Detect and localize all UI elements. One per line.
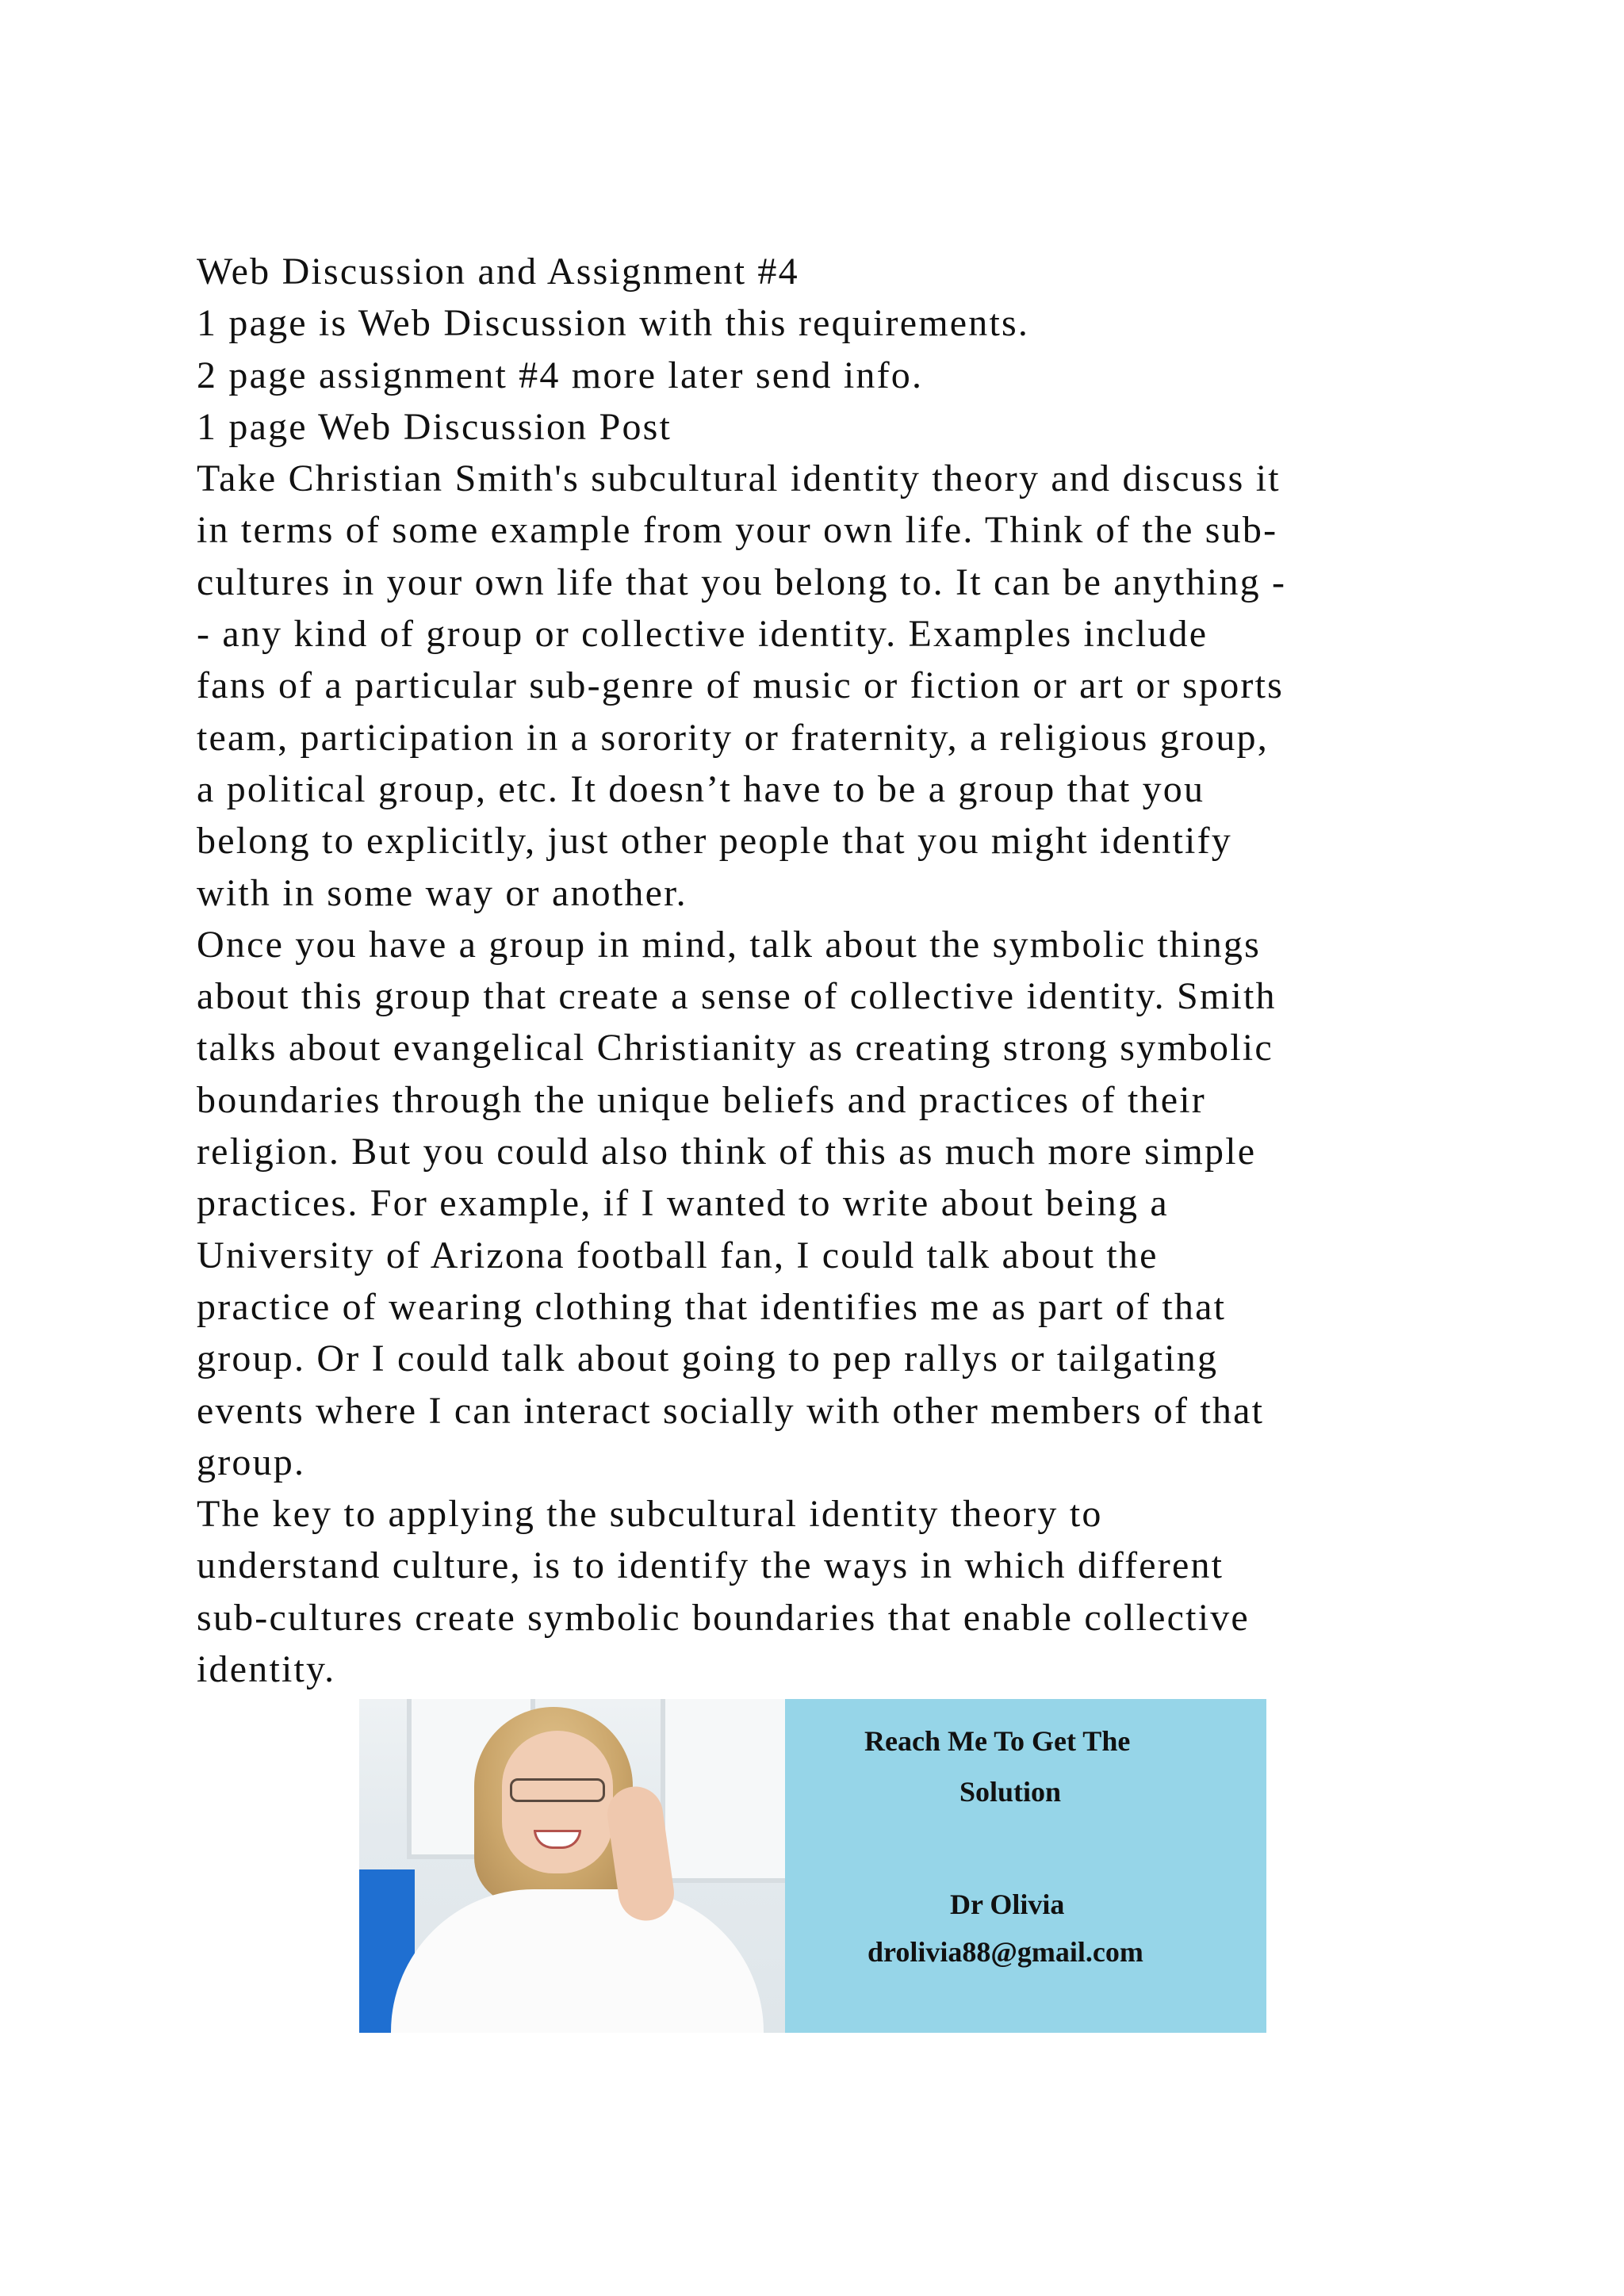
text-line: with in some way or another.	[197, 871, 688, 914]
text-line: 1 page Web Discussion Post	[197, 405, 672, 448]
text-line: fans of a particular sub-genre of music or fiction or art or sports	[197, 664, 1285, 707]
text-line: group. Or I could talk about going to pep rallys or tailgating	[197, 1337, 1219, 1380]
text-line: boundaries through the unique beliefs and practices of their	[197, 1078, 1206, 1121]
glasses-icon	[510, 1778, 605, 1802]
text-line: The key to applying the subcultural identity theory to	[197, 1493, 1103, 1536]
text-line: talks about evangelical Christianity as creating strong symbolic	[197, 1027, 1274, 1070]
text-line: Once you have a group in mind, talk about the symbolic things	[197, 923, 1261, 966]
contact-email: drolivia88@gmail.com	[868, 1936, 1143, 1968]
text-line: about this group that create a sense of collective identity. Smith	[197, 975, 1277, 1018]
woman-photo-icon	[359, 1699, 785, 2033]
face-shape	[502, 1731, 613, 1873]
contact-name: Dr Olivia	[950, 1888, 1065, 1920]
text-line: in terms of some example from your own life. Think of the sub-	[197, 509, 1278, 552]
text-line: 2 page assignment #4 more later send info.	[197, 354, 924, 396]
contact-heading-line2: Solution	[959, 1776, 1062, 1808]
text-line: University of Arizona football fan, I could talk about the	[197, 1234, 1159, 1276]
text-line: practice of wearing clothing that identifies me as part of that	[197, 1285, 1227, 1328]
text-line: Take Christian Smith's subcultural identity theory and discuss it	[197, 457, 1281, 500]
text-line: cultures in your own life that you belong to. It can be anything -	[197, 561, 1287, 603]
text-line: group.	[197, 1441, 306, 1483]
text-line: identity.	[197, 1648, 336, 1691]
text-line: sub-cultures create symbolic boundaries that enable collective	[197, 1596, 1250, 1639]
contact-heading-line1: Reach Me To Get The	[864, 1725, 1131, 1757]
text-line: team, participation in a sorority or fraternity, a religious group,	[197, 716, 1269, 759]
document-body	[197, 246, 1450, 1695]
text-line: practices. For example, if I wanted to write about being a	[197, 1182, 1169, 1225]
text-line: belong to explicitly, just other people that you might identify	[197, 820, 1232, 863]
window-decoration	[661, 1699, 785, 1883]
contact-card	[785, 1699, 1266, 2033]
promo-banner	[359, 1699, 1266, 2033]
text-line: 1 page is Web Discussion with this requirements.	[197, 302, 1030, 345]
text-line: religion. But you could also think of this as much more simple	[197, 1131, 1257, 1173]
document-title: Web Discussion and Assignment #4	[197, 251, 799, 293]
text-line: - any kind of group or collective identity. Examples include	[197, 613, 1208, 656]
shirt-shape	[391, 1889, 764, 2033]
text-line: a political group, etc. It doesn’t have to be a group that you	[197, 767, 1205, 810]
text-line: events where I can interact socially with other members of that	[197, 1389, 1265, 1432]
text-line: understand culture, is to identify the ways in which different	[197, 1544, 1224, 1587]
